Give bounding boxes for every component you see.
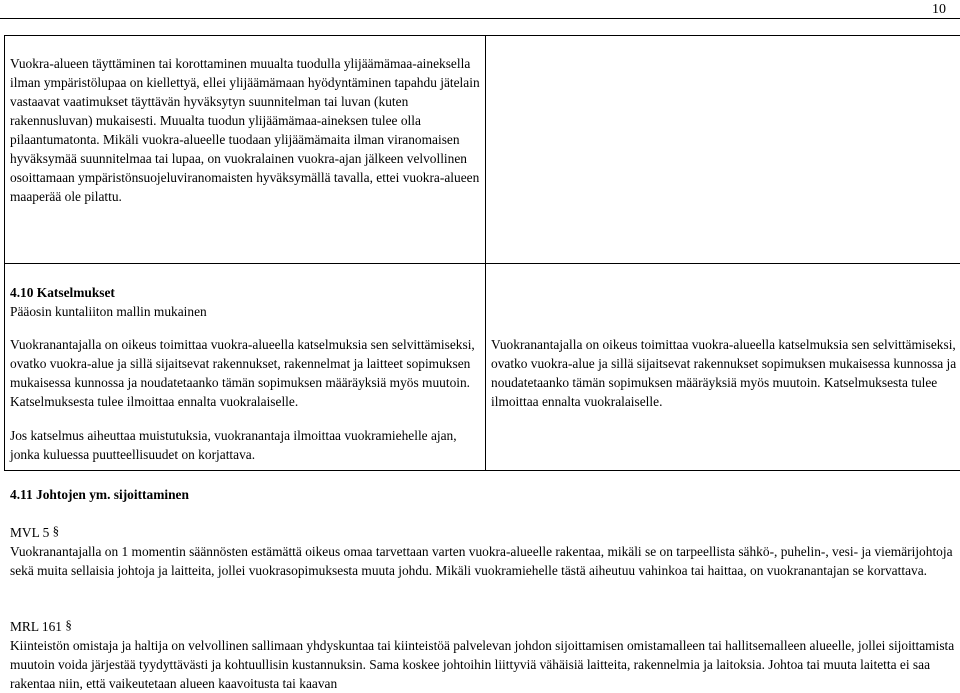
section-heading-cables: 4.11 Johtojen ym. sijoittaminen xyxy=(10,487,189,502)
inspection-paragraph-right: Vuokranantajalla on oikeus toimittaa vuokra-alueella katselmuksia sen selvittämiseksi, ovatko vuokra-alue ja sillä sijaitsevat rakennukset sopimuksen mukaisessa kunnossa ja noudatetaanko tämän sopimuksen määräyksiä myös muutoin. Katselmuksesta tulee ilmoittaa ennalta vuokralaiselle. xyxy=(491,337,957,409)
law-quote-mrl xyxy=(10,617,955,693)
header-rule xyxy=(0,18,960,19)
table-cell-left xyxy=(5,264,486,471)
law-reference-label: MRL 161 xyxy=(10,619,62,634)
section-heading-inspections: 4.10 Katselmukset xyxy=(10,285,115,300)
table-cell-right xyxy=(486,264,960,471)
law-text: Kiinteistön omistaja ja haltija on velvollinen sallimaan yhdyskuntaa tai kiinteistöä palvelevan johdon sijoittamisen omistamalleen tai hallitsemalleen alueelle, jollei sijoittamista muutoin voida järjestää tyydyttävästi ja kohtuullisin kustannuksin. Sama koskee johtoihin liittyviä vähäisiä laitteita, rakennelmia ja laitoksia. Johtoa tai muuta laitetta ei saa rakentaa niin, että vaikeutetaan alueen kaavoitusta tai kaavan xyxy=(10,638,955,691)
section-subheading: Pääosin kuntaliiton mallin mukainen xyxy=(10,304,207,319)
inspection-paragraph-1: Vuokranantajalla on oikeus toimittaa vuokra-alueella katselmuksia sen selvittämiseksi, ovatko vuokra-alue ja sillä sijaitsevat rakennukset, rakennelmat ja laitteet sopimuksen mukaisessa kunnossa ja noudatetaanko tämän sopimuksen määräyksiä myös muutoin. Katselmuksesta tulee ilmoittaa ennalta vuokralaiselle. xyxy=(10,337,475,409)
law-reference xyxy=(10,617,955,636)
law-reference xyxy=(10,523,955,542)
fill-clause-text: Vuokra-alueen täyttäminen tai korottaminen muualta tuodulla ylijäämämaa-aineksella ilman ympäristölupaa on kiellettyä, ellei ylijäämämaan hyödyntäminen tapahdu jätelain vastaavat vaatimukset täyttävän hyväksytyn suunnitelman tai luvan (kuten rakennusluvan) mukaisesti. Muualta tuodun ylijäämämaa-aineksen tulee olla pilaantumatonta. Mikäli vuokra-alueelle tuodaan ylijäämämaita ilman viranomaisen hyväksymää suunnitelmaa tai lupaa, on vuokralainen vuokra-ajan jälkeen velvollinen osoittamaan ympäristönsuojeluviranomaisten hyväksymällä tavalla, ettei vuokra-alueen maaperää ole pilattu. xyxy=(10,56,480,204)
paragraph-symbol: § xyxy=(65,617,72,632)
law-text: Vuokranantajalla on 1 momentin säännösten estämättä oikeus omaa tarvettaan varten vuokra-alueelle rakentaa, mikäli se on tarpeellista sähkö-, puhelin-, vesi- ja viemärijohtoja sekä muita sellaisia johtoja ja laitteita, jollei vuokrasopimuksesta muuta johdu. Mikäli vuokramiehelle tästä aiheutuu vahinkoa tai haittaa, on vuokranantajan se korvattava. xyxy=(10,544,953,578)
law-reference-label: MVL 5 xyxy=(10,525,50,540)
page-number: 10 xyxy=(932,2,946,17)
table-row xyxy=(5,36,960,264)
inspection-paragraph-2: Jos katselmus aiheuttaa muistutuksia, vuokranantaja ilmoittaa vuokramiehelle ajan, jonka kuluessa puutteellisuudet on korjattava. xyxy=(10,428,457,462)
table-cell-right xyxy=(486,36,960,264)
table-cell-left xyxy=(5,36,486,264)
law-quote-mvl xyxy=(10,523,955,580)
comparison-table xyxy=(4,35,960,471)
paragraph-symbol: § xyxy=(52,523,60,538)
table-row xyxy=(5,264,960,471)
